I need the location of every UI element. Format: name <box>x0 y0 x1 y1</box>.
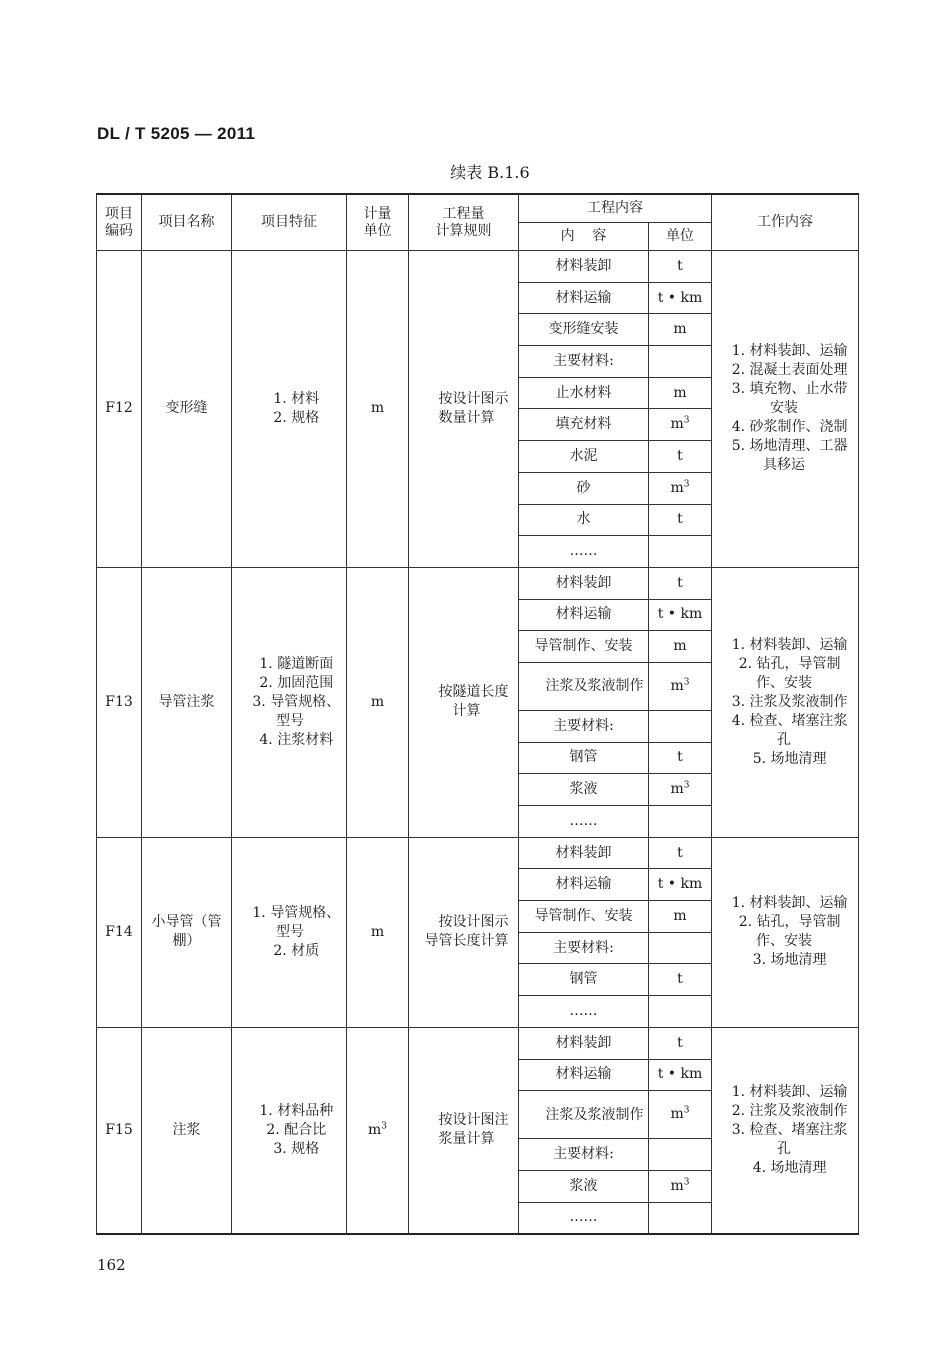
scope-unit: t <box>649 837 712 869</box>
header-scope: 工程内容 <box>519 194 712 223</box>
item-work <box>712 251 859 568</box>
scope-content: …… <box>519 1202 649 1234</box>
scope-content: 导管制作、安装 <box>519 901 649 933</box>
scope-unit <box>649 1202 712 1234</box>
item-code: F14 <box>97 837 142 1027</box>
scope-unit: t • km <box>649 869 712 901</box>
scope-unit <box>649 710 712 742</box>
item-code: F12 <box>97 251 142 568</box>
scope-content: 注浆及浆液制作 <box>519 1091 649 1139</box>
scope-unit: t • km <box>649 282 712 314</box>
scope-content: …… <box>519 806 649 838</box>
scope-unit: m <box>649 901 712 933</box>
scope-content: 注浆及浆液制作 <box>519 662 649 710</box>
item-work <box>712 837 859 1027</box>
work-item: 1. 材料装卸、运输 <box>731 636 848 653</box>
feature-item: 3. 规格 <box>273 1140 320 1157</box>
item-rule: 按隧道长度计算 <box>409 567 519 837</box>
table-row <box>97 251 859 283</box>
scope-content: 水 <box>519 504 649 536</box>
scope-content: 材料装卸 <box>519 251 649 283</box>
scope-unit <box>649 536 712 568</box>
feature-item: 1. 隧道断面 <box>259 655 334 672</box>
scope-unit: t <box>649 567 712 599</box>
scope-content: 材料运输 <box>519 1059 649 1091</box>
item-work <box>712 1027 859 1233</box>
scope-unit: t <box>649 742 712 774</box>
scope-unit: $m^3$ <box>649 472 712 504</box>
scope-unit: t <box>649 964 712 996</box>
header-scope-unit: 单位 <box>649 223 712 251</box>
item-name: 导管注浆 <box>142 567 232 837</box>
scope-content: 浆液 <box>519 1170 649 1202</box>
work-item: 2. 注浆及浆液制作 <box>731 1102 848 1119</box>
scope-content: …… <box>519 996 649 1028</box>
scope-unit: $m^3$ <box>649 774 712 806</box>
item-features <box>232 837 347 1027</box>
scope-content: 砂 <box>519 472 649 504</box>
scope-content: 主要材料: <box>519 710 649 742</box>
scope-content: 材料装卸 <box>519 567 649 599</box>
page-number: 162 <box>97 1256 126 1274</box>
item-features <box>232 251 347 568</box>
item-work <box>712 567 859 837</box>
header-work: 工作内容 <box>712 194 859 251</box>
scope-content: 导管制作、安装 <box>519 631 649 663</box>
scope-content: 水泥 <box>519 441 649 473</box>
item-features <box>232 1027 347 1233</box>
bill-of-quantities-table <box>96 193 859 1235</box>
feature-item: 2. 材质 <box>273 942 320 959</box>
feature-item: 2. 规格 <box>273 409 320 426</box>
scope-unit: t <box>649 1027 712 1059</box>
header-scope-content: 内 容 <box>519 223 649 251</box>
scope-unit: t <box>649 251 712 283</box>
table-row <box>97 837 859 869</box>
scope-unit: t • km <box>649 1059 712 1091</box>
table-title: 续表 B.1.6 <box>450 163 530 182</box>
scope-unit: m <box>649 631 712 663</box>
table-row <box>97 1027 859 1059</box>
item-unit: m <box>347 251 409 568</box>
header-name: 项目名称 <box>142 194 232 251</box>
item-name: 注浆 <box>142 1027 232 1233</box>
work-item: 2. 钻孔，导管制作、安装 <box>738 655 841 691</box>
item-code: F15 <box>97 1027 142 1233</box>
work-item: 4. 检查、堵塞注浆孔 <box>731 712 848 748</box>
work-item: 3. 检查、堵塞注浆孔 <box>731 1121 848 1157</box>
item-name: 小导管（管棚） <box>142 837 232 1027</box>
work-item: 1. 材料装卸、运输 <box>731 895 848 912</box>
feature-item: 1. 材料品种 <box>259 1102 334 1119</box>
item-rule: 按设计图注浆量计算 <box>409 1027 519 1233</box>
item-code: F13 <box>97 567 142 837</box>
scope-content: 变形缝安装 <box>519 314 649 346</box>
work-item: 3. 填充物、止水带安装 <box>731 381 848 417</box>
feature-item: 1. 导管规格、型号 <box>252 904 341 940</box>
scope-unit: $m^3$ <box>649 409 712 441</box>
work-item: 1. 材料装卸、运输 <box>731 1083 848 1100</box>
work-item: 5. 场地清理、工器具移运 <box>731 438 848 474</box>
feature-item: 4. 注浆材料 <box>259 731 334 748</box>
scope-content: 材料装卸 <box>519 1027 649 1059</box>
item-unit: m <box>347 837 409 1027</box>
scope-content: …… <box>519 536 649 568</box>
header-feature: 项目特征 <box>232 194 347 251</box>
work-item: 3. 场地清理 <box>752 952 827 969</box>
scope-unit <box>649 1139 712 1171</box>
item-unit: m <box>347 567 409 837</box>
scope-content: 材料运输 <box>519 869 649 901</box>
scope-unit: m <box>649 377 712 409</box>
scope-unit: $m^3$ <box>649 662 712 710</box>
scope-content: 钢管 <box>519 742 649 774</box>
item-features <box>232 567 347 837</box>
scope-unit <box>649 996 712 1028</box>
scope-content: 材料装卸 <box>519 837 649 869</box>
standard-code: DL / T 5205 — 2011 <box>97 124 256 143</box>
item-unit: $m^3$ <box>347 1027 409 1233</box>
scope-content: 材料运输 <box>519 282 649 314</box>
work-item: 5. 场地清理 <box>752 750 827 767</box>
scope-content: 浆液 <box>519 774 649 806</box>
header-rule: 工程量 计算规则 <box>409 194 519 251</box>
work-item: 3. 注浆及浆液制作 <box>731 693 848 710</box>
feature-item: 2. 加固范围 <box>259 674 334 691</box>
feature-item: 1. 材料 <box>273 390 320 407</box>
header-row <box>97 194 859 223</box>
scope-unit: t <box>649 504 712 536</box>
scope-content: 填充材料 <box>519 409 649 441</box>
scope-unit: m <box>649 314 712 346</box>
scope-unit: t <box>649 441 712 473</box>
scope-content: 主要材料: <box>519 346 649 378</box>
scope-content: 主要材料: <box>519 932 649 964</box>
scope-unit: $m^3$ <box>649 1170 712 1202</box>
scope-content: 主要材料: <box>519 1139 649 1171</box>
work-item: 4. 砂浆制作、浇制 <box>731 419 848 436</box>
work-item: 2. 钻孔，导管制作、安装 <box>738 914 841 950</box>
scope-unit: $m^3$ <box>649 1091 712 1139</box>
work-item: 1. 材料装卸、运输 <box>731 343 848 360</box>
scope-unit <box>649 932 712 964</box>
scope-content: 钢管 <box>519 964 649 996</box>
scope-content: 材料运输 <box>519 599 649 631</box>
feature-item: 3. 导管规格、型号 <box>252 693 341 729</box>
header-unit: 计量 单位 <box>347 194 409 251</box>
feature-item: 2. 配合比 <box>266 1121 327 1138</box>
header-code: 项目 编码 <box>97 194 142 251</box>
scope-unit: t • km <box>649 599 712 631</box>
work-item: 4. 场地清理 <box>752 1159 827 1176</box>
item-name: 变形缝 <box>142 251 232 568</box>
work-item: 2. 混凝土表面处理 <box>731 362 848 379</box>
item-rule: 按设计图示数量计算 <box>409 251 519 568</box>
scope-unit <box>649 806 712 838</box>
scope-unit <box>649 346 712 378</box>
item-rule: 按设计图示导管长度计算 <box>409 837 519 1027</box>
scope-content: 止水材料 <box>519 377 649 409</box>
table-row <box>97 567 859 599</box>
